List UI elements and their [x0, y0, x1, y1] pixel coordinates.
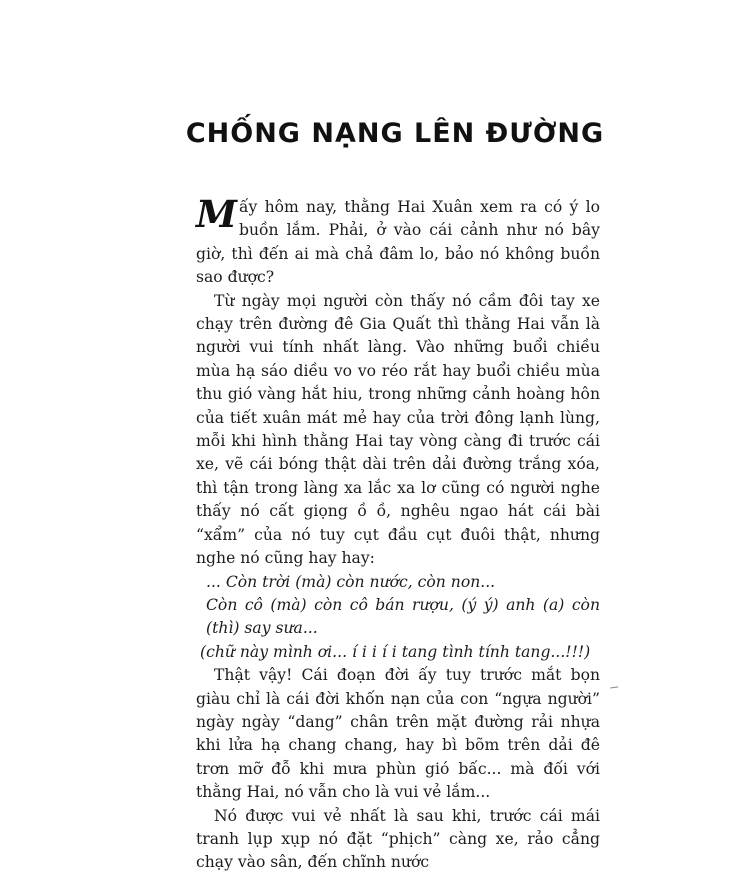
paragraph-2: Từ ngày mọi người còn thấy nó cầm đôi tay xe chạy trên đường đê Gia Quất thì thằng Hai vẫn là người vui tính nhất làng. Vào những buổi chiều mùa hạ sáo diều vo vo réo rắt hay buổi chiều mùa thu gió vàng hắt hiu, trong những cảnh hoàng hôn của tiết xuân mát mẻ hay của trời đông lạnh lùng, mỗi khi hình thằng Hai tay vòng càng đi trước cái xe, vẽ cái bóng thật dài trên dải đường trắng xóa, thì tận trong làng xa lắc xa lơ cũng có người nghe thấy nó cất giọng ồ ồ, nghêu ngao hát cái bài “xẩm” của nó tuy cụt đầu cụt đuôi thật, nhưng nghe nó cũng hay hay: — [196, 291, 600, 568]
song-verse-2: Còn cô (mà) còn cô bán rượu, (ý ý) anh (a) còn (thì) say sưa... — [206, 595, 600, 638]
song-verse-1: ... Còn trời (mà) còn nước, còn non... — [206, 572, 496, 591]
chapter-title: CHỐNG NẠNG LÊN ĐƯỜNG — [185, 118, 605, 149]
margin-mark — [610, 682, 619, 688]
paragraph-4: Nó được vui vẻ nhất là sau khi, trước cái mái tranh lụp xụp nó đặt “phịch” càng xe, rảo cẳng chạy vào sân, đến chĩnh nước — [196, 806, 600, 872]
paragraph-1-text: ấy hôm nay, thằng Hai Xuân xem ra có ý lo buồn lắm. Phải, ở vào cái cảnh như nó bây giờ, thì đến ai mà chả đâm lo, bảo nó không buồn sao được? — [196, 198, 600, 287]
paragraph-3: Thật vậy! Cái đoạn đời ấy tuy trước mắt bọn giàu chỉ là cái đời khốn nạn của con “ngựa người” ngày ngày “dang” chân trên mặt đường rải nhựa khi lửa hạ chang chang, hay bì bõm trên dải đê trơn mỡ đỗ khi mưa phùn gió bấc... mà đối với thằng Hai, nó vẫn cho là vui vẻ lắm... — [196, 666, 600, 802]
paragraph-1 — [196, 192, 600, 290]
drop-cap: M — [196, 192, 237, 236]
chapter-body — [196, 192, 600, 875]
song-verse-3: (chữ này mình ơi... í i i í i tang tình tính tang...!!!) — [200, 642, 591, 661]
